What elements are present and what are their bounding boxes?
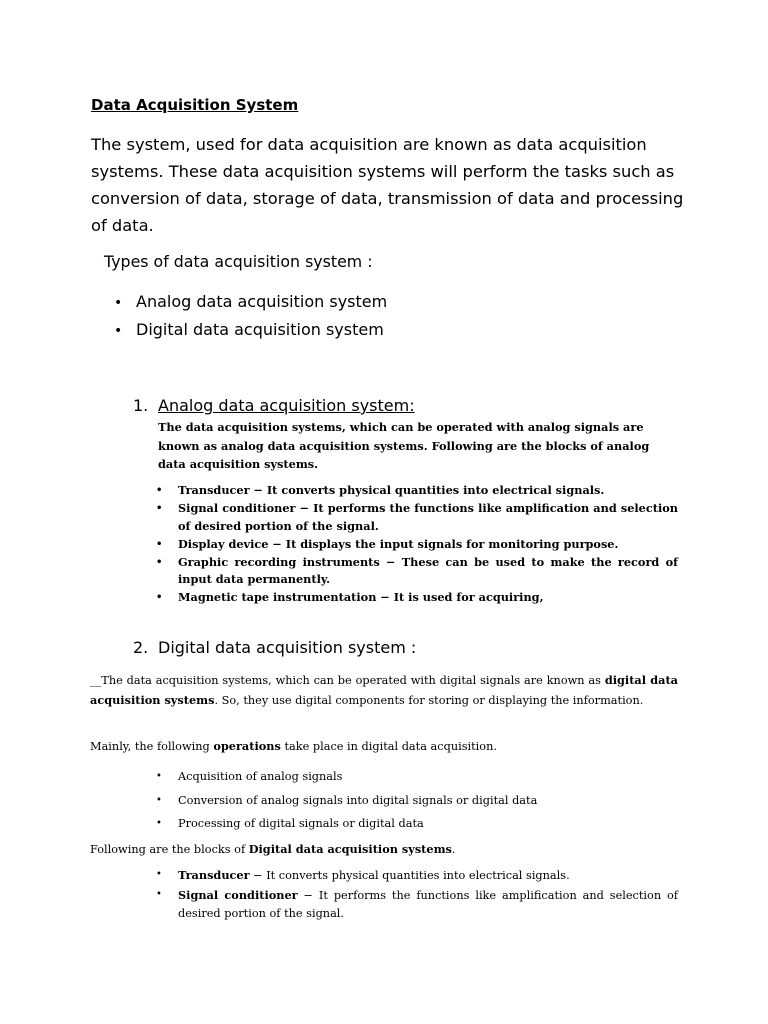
document-title: Data Acquisition System xyxy=(91,96,299,114)
list-item: • Signal conditioner − It performs the functions like amplification and selection of desired portion of the signal. xyxy=(156,888,678,920)
digital-blocks-list xyxy=(156,866,678,924)
bullet-icon: • xyxy=(156,538,163,550)
bullet-icon: • xyxy=(156,794,162,806)
bullet-icon: • xyxy=(114,295,123,311)
list-item: • Acquisition of analog signals xyxy=(156,767,537,791)
list-item: • Magnetic tape instrumentation − It is used for acquiring, xyxy=(156,589,678,607)
list-item: • Graphic recording instruments − These can be used to make the record of input data permanently. xyxy=(156,554,678,586)
bullet-icon: • xyxy=(156,889,162,900)
types-list xyxy=(114,288,387,344)
list-item: • Signal conditioner − It performs the functions like amplification and selection of desired portion of the signal. xyxy=(156,501,678,533)
intro-paragraph: The system, used for data acquisition are known as data acquisition systems. These data acquisition systems will perform the tasks such as conversion of data, storage of data, transmission of data and processing of data. xyxy=(91,135,684,235)
bullet-icon: • xyxy=(156,503,163,514)
list-item: • Processing of digital signals or digital data xyxy=(156,814,537,838)
list-item: • Digital data acquisition system xyxy=(114,316,387,344)
operations-list xyxy=(156,767,537,838)
list-item: • Analog data acquisition system xyxy=(114,288,387,316)
digital-paragraph: __The data acquisition systems, which can be operated with digital signals are known as digital data acquisition systems. So, they use digital components for storing or displaying the information. xyxy=(90,673,678,707)
list-item: • Display device − It displays the input signals for monitoring purpose. xyxy=(156,536,678,554)
analog-paragraph: The data acquisition systems, which can be operated with analog signals are known as analog data acquisition systems. Following are the blocks of analog data acquisition systems. xyxy=(158,420,650,471)
bullet-icon: • xyxy=(156,556,163,568)
list-item: • Conversion of analog signals into digital signals or digital data xyxy=(156,791,537,815)
section-heading-analog: 1. Analog data acquisition system: xyxy=(133,396,415,415)
operations-intro: Mainly, the following operations take place in digital data acquisition. xyxy=(90,739,497,753)
digital-blocks-intro: Following are the blocks of Digital data acquisition systems. xyxy=(90,842,456,856)
list-item: • Transducer − It converts physical quantities into electrical signals. xyxy=(156,868,570,882)
bullet-icon: • xyxy=(156,592,163,603)
bullet-icon: • xyxy=(156,869,162,880)
bullet-icon: • xyxy=(156,818,162,829)
list-item: • Transducer − It converts physical quantities into electrical signals. xyxy=(156,482,678,500)
bullet-icon: • xyxy=(156,771,162,782)
types-label: Types of data acquisition system : xyxy=(104,252,373,271)
analog-blocks-list xyxy=(156,482,678,607)
section-heading-digital: 2. Digital data acquisition system : xyxy=(133,638,417,657)
bullet-icon: • xyxy=(156,485,163,496)
bullet-icon: • xyxy=(114,323,123,339)
